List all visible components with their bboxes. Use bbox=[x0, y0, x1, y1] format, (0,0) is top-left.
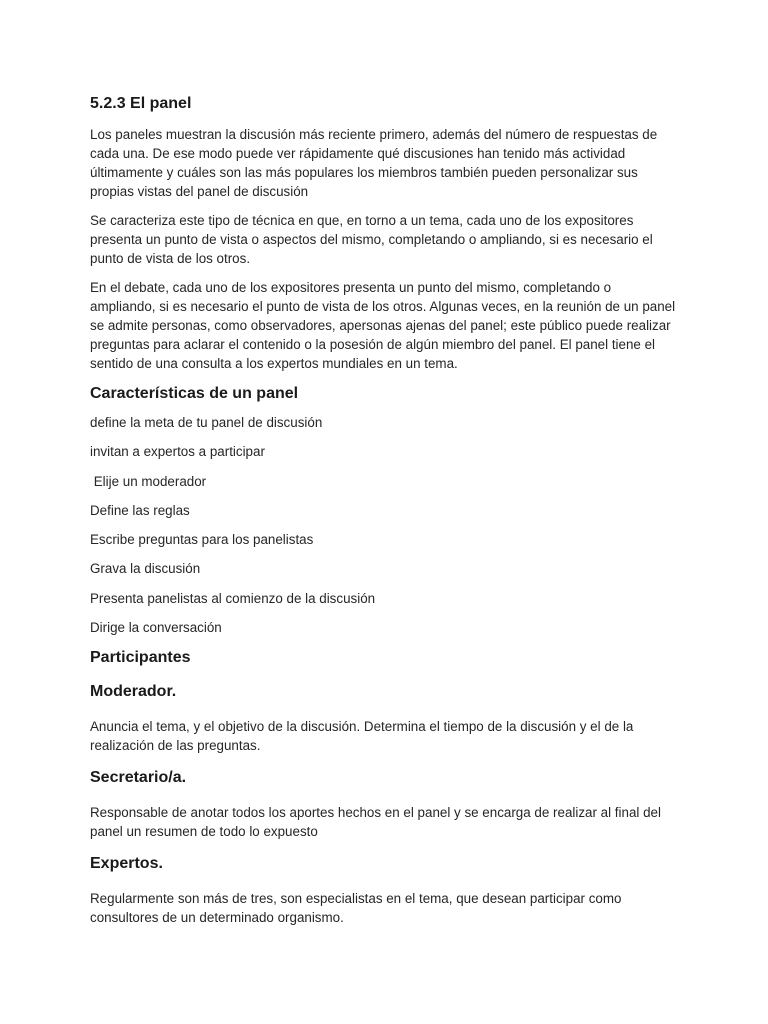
document-page bbox=[90, 93, 676, 937]
paragraph-characterization: Se caracteriza este tipo de técnica en que, en torno a un tema, cada uno de los expositores presenta un punto de vista o aspectos del mismo, completando o ampliando, si es necesario el punto de vista de los otros. bbox=[90, 213, 653, 266]
list-item: define la meta de tu panel de discusión bbox=[90, 415, 323, 430]
characteristics-list bbox=[90, 413, 676, 637]
experts-text: Regularmente son más de tres, son especialistas en el tema, que desean participar como consultores de un determinado organismo. bbox=[90, 891, 622, 926]
experts-heading: Expertos. bbox=[90, 855, 163, 873]
moderator-text: Anuncia el tema, y el objetivo de la discusión. Determina el tiempo de la discusión y el de la realización de las preguntas. bbox=[90, 719, 634, 754]
characteristics-heading: Características de un panel bbox=[90, 385, 299, 402]
paragraph-intro: Los paneles muestran la discusión más reciente primero, además del número de respuestas de cada una. De ese modo puede ver rápidamente qué discusiones han tenido más actividad últimamente y cuáles son las más populares los miembros también pueden personalizar sus propias vistas del panel de discusión bbox=[90, 127, 658, 199]
list-item: invitan a expertos a participar bbox=[90, 444, 265, 460]
section-title: 5.2.3 El panel bbox=[90, 95, 192, 112]
participants-heading: Participantes bbox=[90, 649, 191, 667]
list-item: Dirige la conversación bbox=[90, 620, 222, 636]
list-item: Elije un moderador bbox=[90, 473, 207, 489]
list-item: Grava la discusión bbox=[90, 561, 201, 577]
list-item: Define las reglas bbox=[90, 502, 190, 518]
paragraph-debate: En el debate, cada uno de los expositores presenta un punto del mismo, completando o ampliando, si es necesario el punto de vista de los otros. Algunas veces, en la reunión de un panel se admite personas, como observadores, apersonas ajenas del panel; este público puede realizar preguntas para aclarar el contenido o la posesión de algún miembro del panel. El panel tiene el sentido de una consulta a los expertos mundiales en un tema. bbox=[90, 280, 676, 371]
list-item: Presenta panelistas al comienzo de la discusión bbox=[90, 590, 376, 606]
secretary-text: Responsable de anotar todos los aportes hechos en el panel y se encarga de realizar al final del panel un resumen de todo lo expuesto bbox=[90, 805, 661, 840]
list-item: Escribe preguntas para los panelistas bbox=[90, 532, 314, 548]
moderator-heading: Moderador. bbox=[90, 683, 177, 701]
secretary-heading: Secretario/a. bbox=[90, 769, 187, 787]
